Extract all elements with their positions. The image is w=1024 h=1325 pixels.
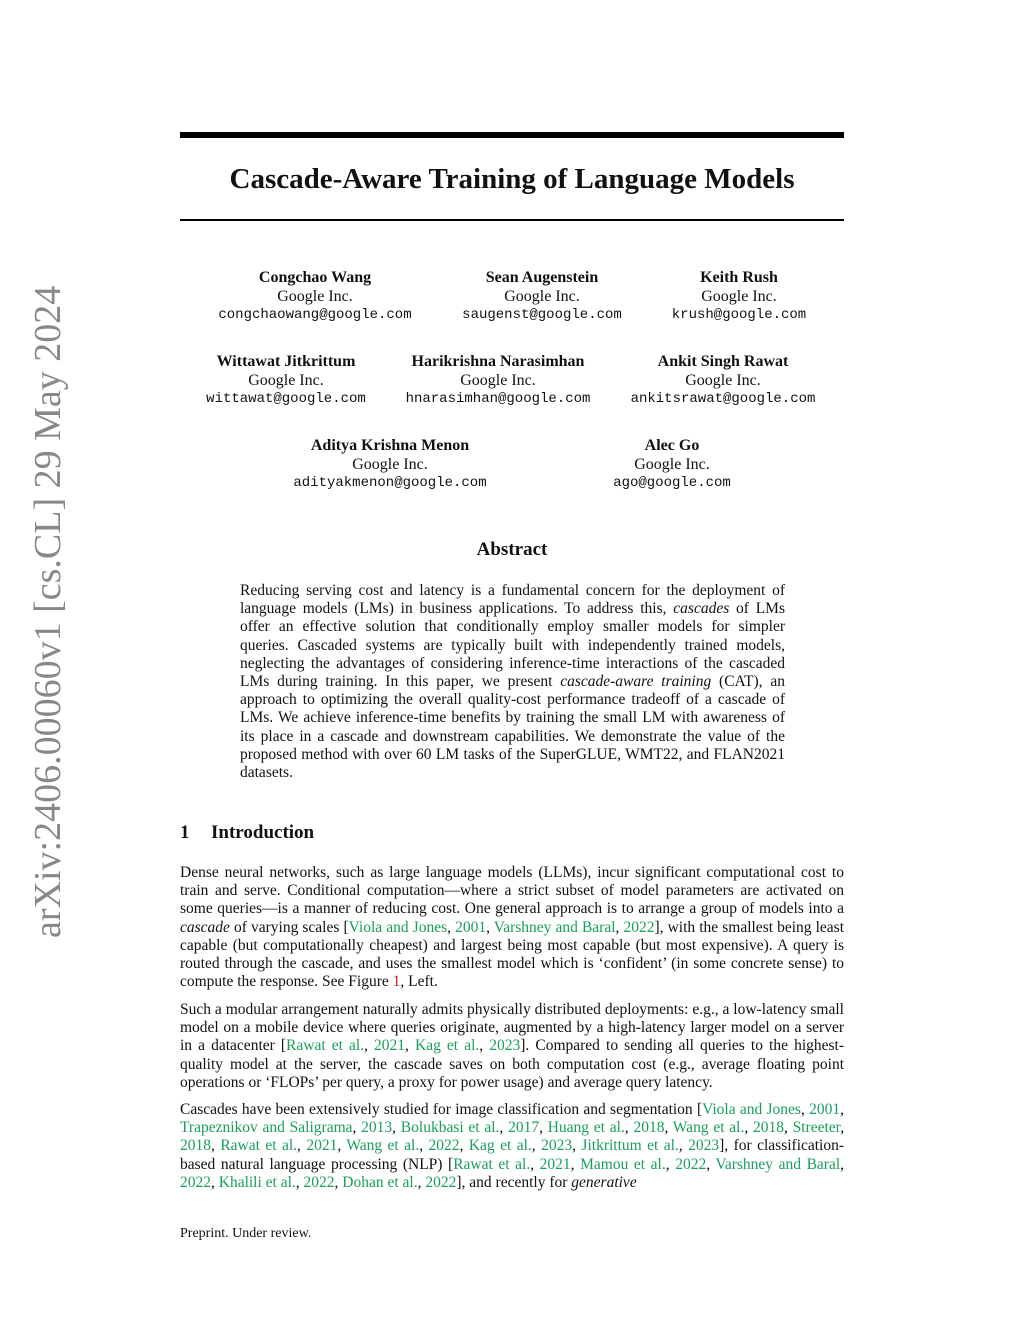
text-run: , xyxy=(364,1037,375,1055)
intro-paragraph-2 xyxy=(180,1001,844,1092)
separator: , xyxy=(499,1119,509,1137)
citation-link[interactable]: 2022 xyxy=(303,1173,335,1191)
author-affiliation: Google Inc. xyxy=(277,288,353,305)
citation-link[interactable]: 2017 xyxy=(508,1119,540,1137)
intro-paragraph-1 xyxy=(180,864,844,991)
author-name: Ankit Singh Rawat xyxy=(657,353,789,370)
text-run: Dense neural networks, such as large language models (LLMs), incur significant computational cost to train and serve. Conditional computation—where a strict subset of model parameters are activated on some queries—is a manner of reducing cost. One general approach is to arrange a group of models into a xyxy=(180,864,844,918)
footer-note: Preprint. Under review. xyxy=(180,1226,312,1241)
citation-link[interactable]: Jitkrittum et al. xyxy=(581,1137,679,1155)
author-block xyxy=(589,268,889,325)
text-run: ]. Compared to sending all queries to the highest-quality model at the server, the cascade saves on both computation cost (e.g., average floating point operations or ‘FLOPs’ per query, a proxy for power usage) and average query latency. xyxy=(180,1037,844,1091)
abstract-text xyxy=(240,582,785,782)
paper-title: Cascade-Aware Training of Language Models xyxy=(229,163,795,195)
author-affiliation: Google Inc. xyxy=(460,372,536,389)
section-heading-introduction xyxy=(180,821,314,845)
text-run: , xyxy=(615,918,624,936)
citation-link[interactable]: 2021 xyxy=(306,1137,338,1155)
author-affiliation: Google Inc. xyxy=(634,456,710,473)
author-block xyxy=(240,436,540,493)
author-email[interactable]: krush@google.com xyxy=(671,307,807,323)
author-name: Congchao Wang xyxy=(258,269,372,286)
title-top-rule xyxy=(180,132,844,138)
citation-link[interactable]: Varshney and Baral xyxy=(715,1155,841,1173)
text-run: , xyxy=(479,1037,490,1055)
author-block xyxy=(522,436,822,493)
author-name: Wittawat Jitkrittum xyxy=(216,353,356,370)
author-affiliation: Google Inc. xyxy=(701,288,777,305)
text-run: Cascades have been extensively studied for image classification and segmentation [ xyxy=(180,1101,703,1118)
text-run: ], with the smallest being least capable (but computationally cheapest) and largest being most capable (but most expensive). A query is routed through the cascade, and uses the smallest model which is ‘confident’ (in some concrete sense) to compute the response. See Figure xyxy=(180,918,845,991)
separator: , xyxy=(211,1137,221,1155)
citation-link[interactable]: 2022 xyxy=(180,1173,211,1191)
arxiv-identifier: arXiv:2406.00060v1 [cs.CL] 29 May 2024 xyxy=(27,285,69,938)
separator: , xyxy=(572,1137,582,1155)
citation-link[interactable]: Varshney and Baral xyxy=(493,918,616,936)
author-affiliation: Google Inc. xyxy=(504,288,580,305)
separator: , xyxy=(624,1119,634,1137)
citation-link[interactable]: 2022 xyxy=(425,1173,457,1191)
text-run: , xyxy=(405,1037,416,1055)
emphasis: cascade xyxy=(180,918,230,936)
citation-link[interactable]: Wang et al. xyxy=(346,1137,420,1155)
abstract-heading: Abstract xyxy=(476,539,548,560)
author-name: Sean Augenstein xyxy=(485,269,599,286)
citation-link[interactable]: Mamou et al. xyxy=(580,1155,666,1173)
author-name: Alec Go xyxy=(644,437,700,454)
citation-link[interactable]: 2023 xyxy=(688,1137,720,1155)
citation-link[interactable]: 2021 xyxy=(539,1155,571,1173)
citation-link[interactable]: Kag et al. xyxy=(415,1037,480,1055)
separator: , xyxy=(664,1119,673,1137)
abstract-text-run: Reducing serving cost and latency is a fundamental concern for the deployment of language models (LMs) in business applications. To address this, xyxy=(240,582,785,618)
separator: , xyxy=(352,1119,362,1137)
citation-link[interactable]: Wang et al. xyxy=(672,1119,745,1137)
text-run: ], for classification-based natural language processing (NLP) [ xyxy=(180,1137,845,1173)
section-title: Introduction xyxy=(211,822,315,843)
separator: , xyxy=(800,1101,810,1118)
separator: , xyxy=(297,1137,307,1155)
citation-link[interactable]: 2023 xyxy=(541,1137,573,1155)
author-affiliation: Google Inc. xyxy=(685,372,761,389)
citation-link[interactable]: Rawat et al. xyxy=(286,1037,365,1055)
author-email[interactable]: saugenst@google.com xyxy=(462,307,622,323)
citation-link[interactable]: Streeter xyxy=(792,1119,841,1137)
citation-link[interactable]: Khalili et al. xyxy=(218,1173,296,1191)
author-block xyxy=(573,352,873,409)
citation-link[interactable]: 2018 xyxy=(752,1119,784,1137)
separator: , xyxy=(295,1173,304,1191)
author-name: Keith Rush xyxy=(700,269,778,286)
separator: , xyxy=(840,1155,845,1173)
separator: , xyxy=(539,1119,548,1137)
text-run: , Left. xyxy=(400,973,438,991)
citation-link[interactable]: 2018 xyxy=(633,1119,665,1137)
separator: , xyxy=(392,1119,401,1137)
separator: , xyxy=(531,1137,542,1155)
section-number: 1 xyxy=(180,822,190,843)
citation-link[interactable]: Bolukbasi et al. xyxy=(400,1119,500,1137)
author-email[interactable]: ago@google.com xyxy=(613,475,731,491)
text-run: , xyxy=(486,918,494,936)
citation-link[interactable]: Kag et al. xyxy=(468,1137,532,1155)
separator: , xyxy=(783,1119,793,1137)
citation-link[interactable]: 2013 xyxy=(361,1119,393,1137)
separator: , xyxy=(211,1173,219,1191)
author-email[interactable]: wittawat@google.com xyxy=(206,391,366,407)
citation-link[interactable]: 2022 xyxy=(675,1155,707,1173)
citation-link[interactable]: 2021 xyxy=(374,1037,406,1055)
separator: , xyxy=(337,1137,347,1155)
separator: , xyxy=(419,1137,429,1155)
citation-link[interactable]: 2001 xyxy=(809,1101,841,1118)
separator: , xyxy=(665,1155,676,1173)
separator: , xyxy=(678,1137,689,1155)
citation-link[interactable]: Rawat et al. xyxy=(220,1137,298,1155)
separator: , xyxy=(417,1173,426,1191)
author-email[interactable]: hnarasimhan@google.com xyxy=(405,391,591,407)
text-run: of varying scales [ xyxy=(229,918,349,936)
figure-reference-link[interactable]: 1 xyxy=(392,973,401,991)
separator: , xyxy=(744,1119,753,1137)
text-run: ], and recently for xyxy=(456,1173,572,1191)
citation-link[interactable]: 2023 xyxy=(489,1037,521,1055)
emphasis: generative xyxy=(571,1173,637,1191)
citation-link[interactable]: Trapeznikov and Saligrama xyxy=(180,1119,353,1137)
separator: , xyxy=(840,1119,845,1137)
abstract-emphasis: cascades xyxy=(673,600,730,618)
separator: , xyxy=(570,1155,581,1173)
citation-link[interactable]: 2022 xyxy=(428,1137,460,1155)
citation-link[interactable]: Viola and Jones xyxy=(348,918,448,936)
abstract-emphasis: cascade-aware training xyxy=(560,673,712,691)
citation-link[interactable]: 2001 xyxy=(455,918,487,936)
separator: , xyxy=(459,1137,469,1155)
author-name: Harikrishna Narasimhan xyxy=(411,353,585,370)
abstract-text-run: (CAT), an approach to optimizing the overall quality-cost performance tradeoff of a cascade of LMs. We achieve inference-time benefits by training the small LM with awareness of its place in a cascade and downstream capabilities. We demonstrate the value of the proposed method with over 60 LM tasks of the SuperGLUE, WMT22, and FLAN2021 datasets. xyxy=(240,673,785,782)
text-run: Such a modular arrangement naturally admits physically distributed deployments: e.g., a low-latency small model on a mobile device where queries originate, augmented by a high-latency larger model on a server in a datacenter [ xyxy=(180,1001,844,1055)
separator: , xyxy=(840,1101,844,1118)
abstract-text-run: of LMs offer an effective solution that conditionally employ smaller models for simpler queries. Cascaded systems are typically built with independently trained models, neglecting the advantages of considering inference-time interactions of the cascaded LMs during training. In this paper, we present xyxy=(240,600,785,691)
title-bottom-rule xyxy=(180,219,844,221)
citation-link[interactable]: 2022 xyxy=(623,918,655,936)
citation-link[interactable]: 2018 xyxy=(180,1137,211,1155)
author-name: Aditya Krishna Menon xyxy=(310,437,470,454)
separator: , xyxy=(334,1173,343,1191)
author-affiliation: Google Inc. xyxy=(352,456,428,473)
intro-paragraph-3 xyxy=(180,1101,844,1192)
author-email[interactable]: congchaowang@google.com xyxy=(218,307,412,323)
author-affiliation: Google Inc. xyxy=(248,372,324,389)
separator: , xyxy=(530,1155,540,1173)
citation-link[interactable]: Rawat et al. xyxy=(453,1155,531,1173)
author-email[interactable]: adityakmenon@google.com xyxy=(293,475,487,491)
citation-link[interactable]: Viola and Jones xyxy=(702,1101,801,1118)
text-run: , xyxy=(447,918,456,936)
citation-link[interactable]: Dohan et al. xyxy=(342,1173,418,1191)
author-email[interactable]: ankitsrawat@google.com xyxy=(630,391,816,407)
citation-link[interactable]: Huang et al. xyxy=(547,1119,625,1137)
separator: , xyxy=(706,1155,716,1173)
